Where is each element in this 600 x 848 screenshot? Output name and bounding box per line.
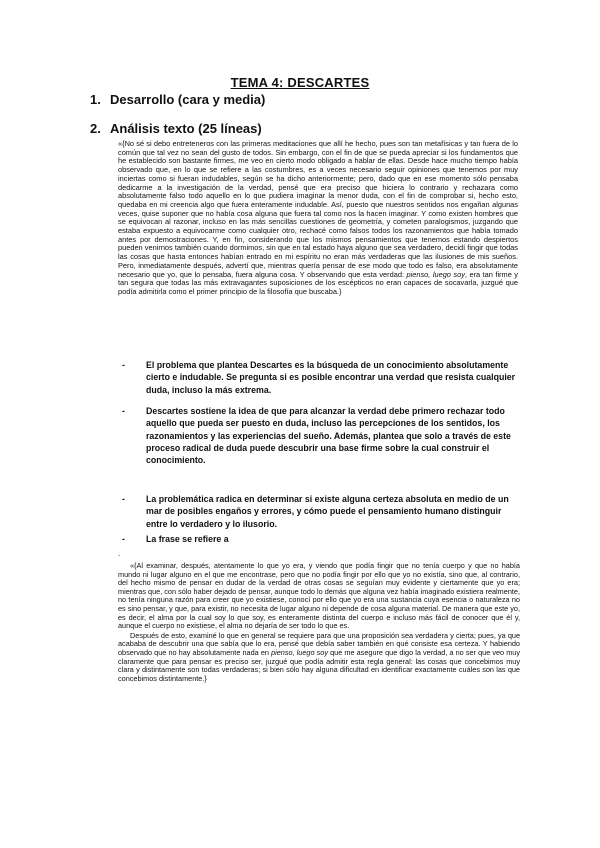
quote-block-1 [118,140,518,297]
quote-1-italic: pienso, luego soy [406,269,465,279]
quote-1-end: , era tan firme y tan segura que todas las más extravagantes suposiciones de los escépticos no eran capaces de socavarla, juzgué que podía admitirla como el primer principio de la filosofía que buscaba.} [118,269,519,296]
bullet-dash: - [122,534,125,544]
bullet-item [122,493,522,530]
quote-2-paragraph-2 [118,632,520,684]
section-number: 1. [90,92,101,107]
quote-2-italic: pienso, luego soy [271,647,328,657]
section-heading-2 [90,121,262,136]
bullet-dash: - [122,406,125,416]
quote-1-text: «{No sé si debo entreteneros con las primeras meditaciones que allí he hecho, pues son tan metafísicas y tan fuera de lo común que tal vez no sean del gusto de todos. Sin embargo, con el fin de que se pueda apreciar si los fundamentos que he establecido son bastante firmes, me veo en cierto modo obligado a hablar de ellas. Desde hace mucho tiempo había observado que, en lo que se refiere a las costumbres, es a veces necesario seguir opiniones que tenemos por muy inciertas como si fueran indudables, según se ha dicho anteriormente; pero, dado que en ese momento sólo pensaba dedicarme a la investigación de la verdad, pensé que era preciso que hiciera lo contrario y rechazara como absolutamente falso todo aquello en lo que pudiera imaginar la menor duda, con el fin de comprobar si, hecho esto, quedaba en mi creencia algo que fuera enteramente indudable. Así, puesto que nuestros sentidos nos engañan algunas veces, quise suponer que no había cosa alguna que fuera tal como nos la hacen imaginar. Y como existen hombres que se equivocan al razonar, incluso en las más sencillas cuestiones de geometría, y cometen paralogismos, juzgando que estaba expuesto a equivocarme como cualquier otro, rechacé como falsos todos los razonamientos que había tomado antes por demostraciones. Y, en fin, considerando que los mismos pensamientos que tenemos estando despiertos pueden venirnos también cuando dormimos, sin que en tal estado haya alguno que sea verdadero, decidí fingir que todas las cosas que hasta entonces habían entrado en mi espíritu no eran más verdaderas que las ilusiones de mis sueños. Pero, inmediatamente después, advertí que, mientras quería pensar de ese modo que todo es falso, era absolutamente necesario que yo, que lo pensaba, fuera alguna cosa. Y observando que esta verdad: [118,139,518,279]
page-title: TEMA 4: DESCARTES [230,75,370,90]
bullet-text: La problemática radica en determinar si existe alguna certeza absoluta en medio de un mar de posibles engaños y errores, y cómo puede el pensamiento humano distinguir entre lo verdadero y lo ilusorio. [146,494,509,529]
bullet-dash: - [122,494,125,504]
bullet-text: Descartes sostiene la idea de que para alcanzar la verdad debe primero rechazar todo aquello que pueda ser puesto en duda, incluso las percepciones de los sentidos, los razonamientos y las experiencias del sueño. Además, plantea que solo a través de este proceso radical de duda puede descubrir una base firme sobre la cual construir el conocimiento. [146,406,511,466]
quote-block-2 [118,562,520,683]
section-number: 2. [90,121,101,136]
bullet-text: La frase se refiere a [146,534,229,544]
quote-2-text-a: Después de esto, examiné lo que en general se requiere para que una proposición sea verdadera y cierta; pues, ya que acababa de descubrir una que sabía que lo era, pensé que debía saber también en qué consiste esa certeza. Y habiendo observado que no hay absolutamente nada en [118,630,520,657]
bullet-item [122,405,522,466]
quote-2-paragraph-1: «{Al examinar, después, atentamente lo que yo era, y viendo que podía fingir que no tenía cuerpo y que no había mundo ni lugar alguno en el que me encontrase, pero que no podía fingir por ello que yo no existía, sino que, al contrario, del hecho mismo de pensar en dudar de la verdad de otras cosas se seguían muy evidente y ciertamente que yo era; mientras que, con sólo haber dejado de pensar, aunque todo lo demás que alguna vez había imaginado existiera realmente, no tenía ninguna razón para creer que yo existiese, conocí por ello que yo era una sustancia cuya esencia o naturaleza no es sino pensar, y que, para existir, no necesita de lugar alguno ni depende de cosa alguna material. De manera que este yo, es decir, el alma por la cual soy lo que soy, es enteramente distinta del cuerpo e incluso más fácil de conocer que él y, aunque el cuerpo no existiese, el alma no dejaría de ser todo lo que es. [118,561,520,631]
bullet-text: El problema que plantea Descartes es la búsqueda de un conocimiento absolutamente cierto e indudable. Se pregunta si es posible encontrar una verdad que resista cualquier duda, incluso la más extrema. [146,360,516,395]
bullet-item [122,533,522,545]
bullet-item [122,359,522,396]
stray-dot: . [118,549,121,558]
quote-2-text-b: que me asegure que digo la verdad, a no ser que veo muy claramente que para pensar es preciso ser, juzgué que podía admitir esta regla general: las cosas que concebimos muy clara y distintamente son todas verdaderas; si bien sólo hay alguna dificultad en identificar exactamente cuáles son las que concebimos distintamente.} [118,647,521,683]
bullet-dash: - [122,360,125,370]
section-heading-text: Análisis texto (25 líneas) [110,121,262,136]
section-heading-text: Desarrollo (cara y media) [110,92,266,107]
section-heading-1 [90,92,265,107]
